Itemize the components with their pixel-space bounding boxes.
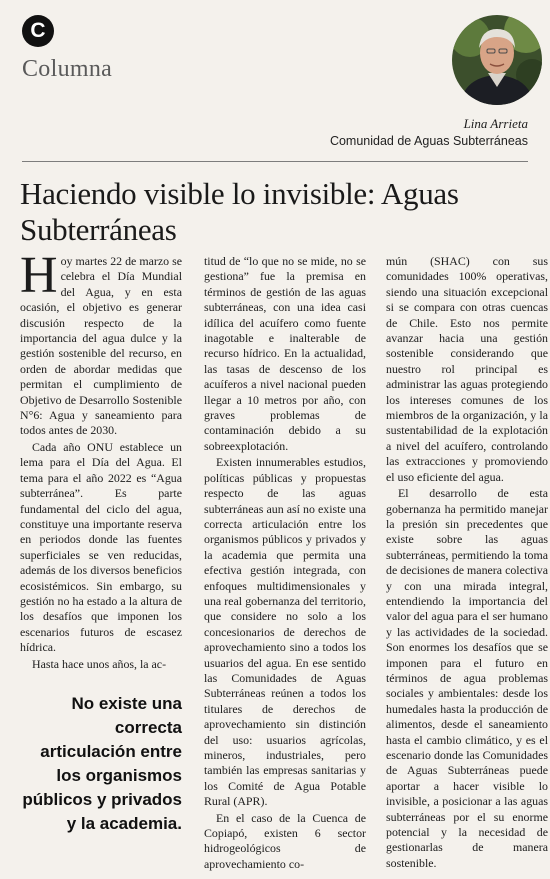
- drop-cap: H: [20, 247, 58, 304]
- author-name: Lina Arrieta: [463, 116, 528, 131]
- paragraph: Cada año ONU establece un lema para el Día del Agua. El tema para el año 2022 es “Agua subterránea”. Es parte fundamental del ciclo del agua, constituye una importante reserva en periodos donde las fuentes superficiales se ven reducidas, además de los diversos beneficios ecosistémicos. Sin embargo, su gestión no ha estado a la altura de los desafíos que imponen los escenarios futuros de escasez hídrica.: [20, 439, 182, 655]
- author-byline: [330, 116, 528, 150]
- paragraph: En el caso de la Cuenca de Copiapó, existen 6 sector hidrogeológicos de aprovechamiento co-: [204, 810, 366, 871]
- pull-quote: No existe una correcta articulación entre los organismos públicos y privados y la academia.: [22, 693, 182, 833]
- article-column-1: [20, 247, 182, 836]
- paragraph: Existen innumerables estudios, políticas públicas y propuestas respecto de las aguas subterráneas aun así no existe una correcta articulación entre los organismos públicos y privados y la academia que permita una efectiva gestión integrada, con enfoques multidimensionales y una real gobernanza del territorio, que considere no solo a los concesionarios de derechos de aprovechamiento sino a todos los usuarios del agua. En ese sentido las Comunidades de Aguas Subterráneas reúnen a todos los titulares de derechos de aprovechamiento sin distinción del uso: usuarios agrícolas, mineros, industriales, pero también las empresas sanitarias y los Comité de Agua Potable Rural (APR).: [204, 455, 366, 809]
- column-badge: [22, 15, 54, 47]
- badge-letter: C: [30, 19, 46, 42]
- paragraph-text: oy martes 22 de marzo se celebra el Día Mundial del Agua, y en esta ocasión, el objetivo es generar discusión respecto de la importancia del agua dulce y la gestión sostenible del recurso, en orden de abordar medidas que permitan el cumplimiento de Objetivo de Desarrollo Sostenible N°6: Agua y saneamiento para todos antes de 2030.: [20, 254, 182, 438]
- article-column-2: [204, 254, 366, 872]
- header-divider: [22, 161, 528, 162]
- paragraph: [20, 247, 182, 439]
- paragraph: titud de “lo que no se mide, no se gestiona” fue la premisa en términos de gestión de las aguas subterráneas, con una idea casi idílica del acuífero como fuente inagotable e inalterable de recurso hídrico. En la actualidad, las tasas de descenso de los acuíferos a nivel nacional pueden llegar a 10 metros por año, con graves problemas de contaminación debido a su sobreexplotación.: [204, 254, 366, 453]
- paragraph: Hasta hace unos años, la ac-: [32, 656, 167, 671]
- section-label: Columna: [22, 56, 113, 82]
- author-organization: Comunidad de Aguas Subterráneas: [329, 134, 528, 148]
- article-column-3: [386, 254, 548, 871]
- author-photo: [452, 15, 542, 105]
- article-title: Haciendo visible lo invisible: Aguas Subterráneas: [20, 176, 459, 247]
- paragraph: mún (SHAC) con sus comunidades 100% operativas, siendo una situación excepcional si se compara con otras cuencas de Chile. Esto nos permite avanzar hacia una gestión sostenible considerando que nuestro rol principal es administrar las aguas protegiendo los intereses comunes de los miembros de la organización, y la sustentabilidad de la explotación a nivel del acuífero, controlando las extracciones y promoviendo el uso eficiente del agua.: [386, 254, 548, 484]
- paragraph: El desarrollo de esta gobernanza ha permitido manejar la presión sin precedentes que existe sobre las aguas subterráneas, permitiendo la toma de decisiones de manera colectiva y con una mirada integral, entendiendo la importancia del valor del agua para el ser humano y las actividades de la sociedad. Son enormes los desafíos que se imponen para el futuro en términos de agua problemas sociales y ambientales: desde los humedales hasta la producción de alimentos, desde el saneamiento hasta el cambio climático, y es el escenario donde las Comunidades de Aguas Subterráneas puede aportar a hacer visible lo invisible, a posicionar a las aguas subterráneas por el su enorme potencial y la necesidad de gestionarlas de manera sostenible.: [386, 486, 548, 870]
